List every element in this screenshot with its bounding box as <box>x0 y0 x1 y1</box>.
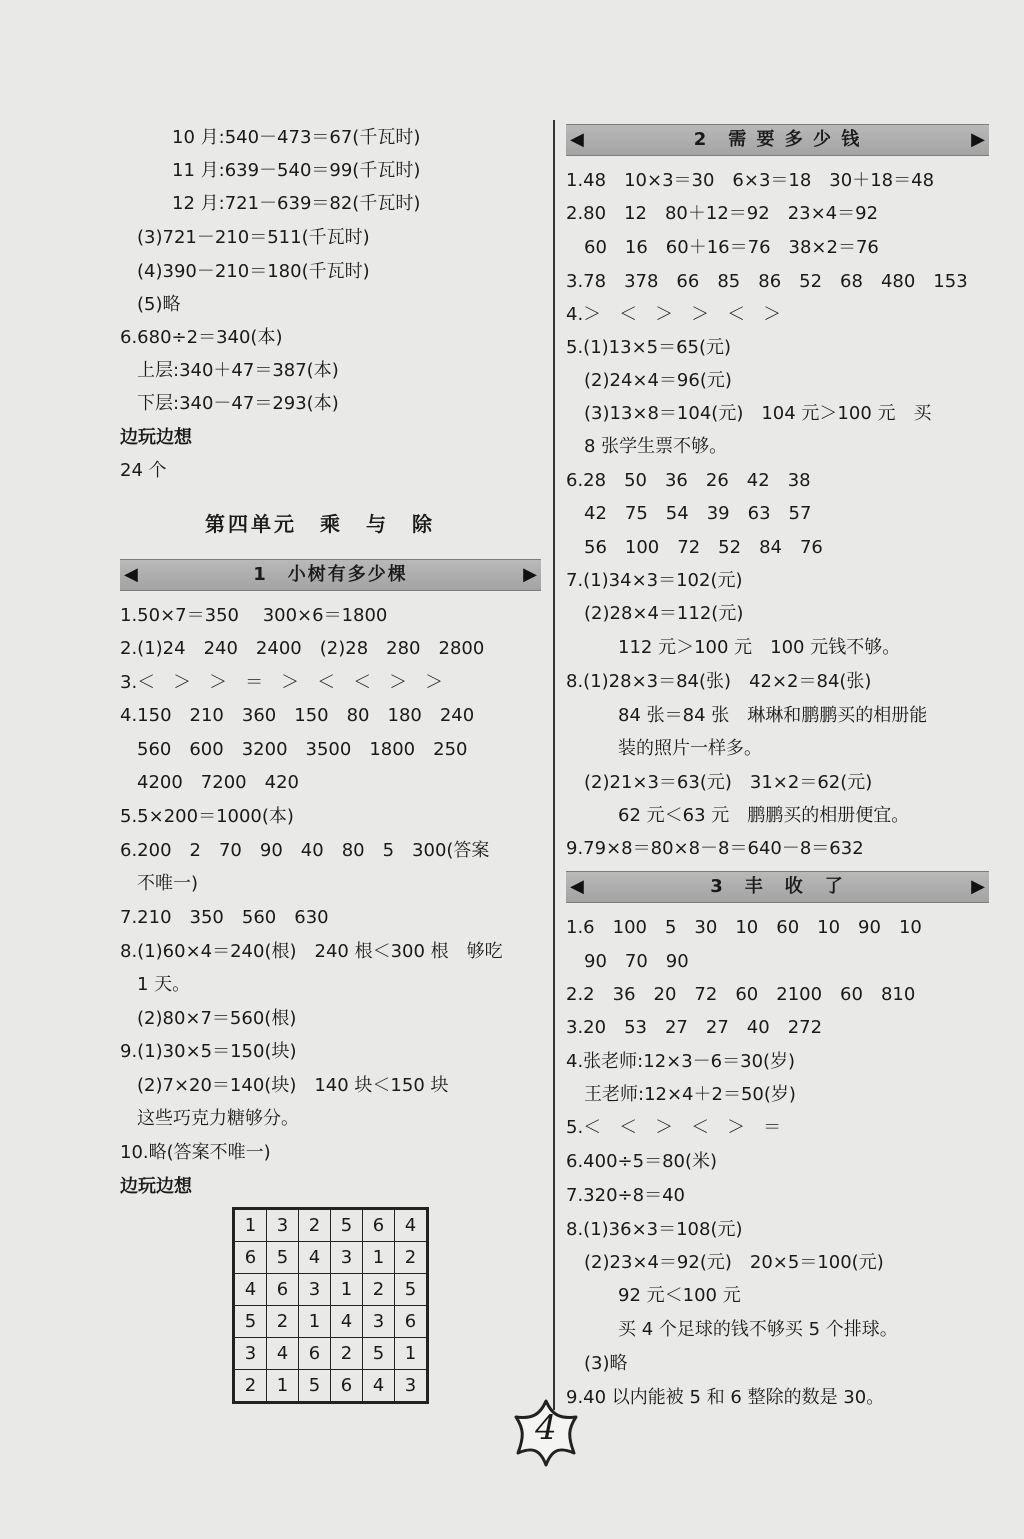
answer-line: 5.5×200＝1000(本) <box>120 806 294 827</box>
answer-line: (2)7×20＝140(块) 140 块＜150 块 <box>137 1075 449 1096</box>
unit-title: 第四单元 乘 与 除 <box>205 512 435 536</box>
grid-cell: 2 <box>395 1242 428 1274</box>
answer-line: (2)80×7＝560(根) <box>137 1008 297 1029</box>
answer-line: 7.210 350 560 630 <box>120 907 329 928</box>
grid-cell: 3 <box>395 1370 428 1403</box>
answer-line: 1 天。 <box>137 974 191 995</box>
answer-line: 6.400÷5＝80(米) <box>566 1151 718 1172</box>
answer-line: 1.50×7＝350 300×6＝1800 <box>120 605 388 626</box>
answer-line: 6.28 50 36 26 42 38 <box>566 470 811 491</box>
section-title: 2 需 要 多 少 钱 <box>693 129 862 150</box>
grid-cell: 5 <box>234 1306 267 1338</box>
answer-line: 装的照片一样多。 <box>618 738 762 759</box>
answer-line: 56 100 72 52 84 76 <box>584 537 823 558</box>
answer-line: 这些巧克力糖够分。 <box>137 1108 299 1129</box>
answer-line: (3)721－210＝511(千瓦时) <box>137 227 370 248</box>
section-title: 3 丰 收 了 <box>710 876 845 897</box>
answer-line: 上层:340＋47＝387(本) <box>137 360 339 381</box>
grid-cell: 6 <box>234 1242 267 1274</box>
grid-cell: 6 <box>395 1306 428 1338</box>
grid-cell: 3 <box>234 1338 267 1370</box>
grid-cell: 4 <box>395 1209 428 1242</box>
answer-line: 2.(1)24 240 2400 (2)28 280 2800 <box>120 638 485 659</box>
answer-line: 10.略(答案不唯一) <box>120 1142 271 1163</box>
answer-line: 8.(1)36×3＝108(元) <box>566 1219 743 1240</box>
grid-cell: 4 <box>234 1274 267 1306</box>
grid-cell: 6 <box>299 1338 331 1370</box>
answer-line: 4.张老师:12×3－6＝30(岁) <box>566 1051 796 1072</box>
answer-line: 560 600 3200 3500 1800 250 <box>137 739 468 760</box>
grid-cell: 5 <box>363 1338 395 1370</box>
grid-row <box>234 1370 428 1403</box>
grid-cell: 4 <box>331 1306 363 1338</box>
answer-line: (5)略 <box>137 294 181 315</box>
grid-cell: 4 <box>363 1370 395 1403</box>
answer-line: 王老师:12×4＋2＝50(岁) <box>584 1084 796 1105</box>
grid-cell: 5 <box>395 1274 428 1306</box>
answer-line: (2)23×4＝92(元) 20×5＝100(元) <box>584 1252 884 1273</box>
section-banner <box>566 871 989 903</box>
answer-line: 84 张＝84 张 琳琳和鹏鹏买的相册能 <box>618 705 928 726</box>
answer-line: 4.＞ ＜ ＞ ＞ ＜ ＞ <box>566 304 782 325</box>
answer-line: (4)390－210＝180(千瓦时) <box>137 261 370 282</box>
subheading: 边玩边想 <box>120 1176 192 1197</box>
answer-line: 8 张学生票不够。 <box>584 436 728 457</box>
right-triangle-icon: ▶ <box>971 876 985 897</box>
left-triangle-icon: ◀ <box>124 564 138 585</box>
grid-cell: 6 <box>331 1370 363 1403</box>
answer-line: 6.680÷2＝340(本) <box>120 327 283 348</box>
answer-line: 4200 7200 420 <box>137 772 299 793</box>
grid-cell: 2 <box>299 1209 331 1242</box>
answer-line: 3.20 53 27 27 40 272 <box>566 1017 823 1038</box>
grid-cell: 1 <box>363 1242 395 1274</box>
answer-line: 5.＜ ＜ ＞ ＜ ＞ ＝ <box>566 1117 782 1138</box>
subheading: 边玩边想 <box>120 427 192 448</box>
grid-cell: 1 <box>267 1370 299 1403</box>
answer-line: 42 75 54 39 63 57 <box>584 503 812 524</box>
answer-line: 11 月:639－540＝99(千瓦时) <box>172 160 421 181</box>
answer-line: 9.40 以内能被 5 和 6 整除的数是 30。 <box>566 1387 885 1408</box>
answer-line: 2.80 12 80＋12＝92 23×4＝92 <box>566 203 879 224</box>
grid-cell: 2 <box>363 1274 395 1306</box>
answer-line: (3)13×8＝104(元) 104 元＞100 元 买 <box>584 403 932 424</box>
answer-line: 92 元＜100 元 <box>618 1285 741 1306</box>
answer-line: 1.6 100 5 30 10 60 10 90 10 <box>566 917 922 938</box>
section-title: 1 小树有多少棵 <box>253 564 408 585</box>
answer-line: 3.＜ ＞ ＞ ＝ ＞ ＜ ＜ ＞ ＞ <box>120 672 444 693</box>
grid-cell: 6 <box>267 1274 299 1306</box>
answer-line: 7.(1)34×3＝102(元) <box>566 570 743 591</box>
answer-line: 2.2 36 20 72 60 2100 60 810 <box>566 984 916 1005</box>
answer-line: 8.(1)60×4＝240(根) 240 根＜300 根 够吃 <box>120 941 503 962</box>
grid-cell: 6 <box>363 1209 395 1242</box>
grid-row <box>234 1274 428 1306</box>
answer-line: 6.200 2 70 90 40 80 5 300(答案 <box>120 840 490 861</box>
grid-row <box>234 1338 428 1370</box>
answer-line: 下层:340－47＝293(本) <box>137 393 339 414</box>
grid-cell: 5 <box>299 1370 331 1403</box>
answer-line: 不唯一) <box>137 873 199 894</box>
answer-line: 7.320÷8＝40 <box>566 1185 685 1206</box>
section-banner <box>120 559 541 591</box>
right-triangle-icon: ▶ <box>971 129 985 150</box>
number-grid <box>232 1207 429 1404</box>
grid-cell: 1 <box>299 1306 331 1338</box>
page-number: 4 <box>535 1408 557 1448</box>
answer-line: 62 元＜63 元 鹏鹏买的相册便宜。 <box>618 805 910 826</box>
answer-line: 5.(1)13×5＝65(元) <box>566 337 732 358</box>
grid-cell: 1 <box>234 1209 267 1242</box>
answer-line: 9.(1)30×5＝150(块) <box>120 1041 297 1062</box>
grid-cell: 2 <box>267 1306 299 1338</box>
grid-cell: 3 <box>267 1209 299 1242</box>
grid-row <box>234 1306 428 1338</box>
answer-line: 买 4 个足球的钱不够买 5 个排球。 <box>618 1319 898 1340</box>
right-triangle-icon: ▶ <box>523 564 537 585</box>
answer-line: 10 月:540－473＝67(千瓦时) <box>172 127 421 148</box>
grid-row <box>234 1209 428 1242</box>
answer-line: 60 16 60＋16＝76 38×2＝76 <box>584 237 879 258</box>
answer-line: 12 月:721－639＝82(千瓦时) <box>172 193 421 214</box>
answer-line: 8.(1)28×3＝84(张) 42×2＝84(张) <box>566 671 872 692</box>
grid-cell: 3 <box>299 1274 331 1306</box>
left-triangle-icon: ◀ <box>570 876 584 897</box>
section-banner <box>566 124 989 156</box>
grid-cell: 1 <box>395 1338 428 1370</box>
grid-cell: 1 <box>331 1274 363 1306</box>
grid-cell: 4 <box>299 1242 331 1274</box>
answer-line: (3)略 <box>584 1353 628 1374</box>
grid-cell: 4 <box>267 1338 299 1370</box>
answer-line: 1.48 10×3＝30 6×3＝18 30＋18＝48 <box>566 170 935 191</box>
answer-line: 9.79×8＝80×8－8＝640－8＝632 <box>566 838 864 859</box>
column-divider <box>553 120 555 1410</box>
grid-row <box>234 1242 428 1274</box>
grid-cell: 2 <box>234 1370 267 1403</box>
answer-line: 90 70 90 <box>584 951 689 972</box>
left-triangle-icon: ◀ <box>570 129 584 150</box>
grid-cell: 3 <box>363 1306 395 1338</box>
grid-cell: 5 <box>267 1242 299 1274</box>
grid-cell: 2 <box>331 1338 363 1370</box>
grid-cell: 3 <box>331 1242 363 1274</box>
answer-line: (2)24×4＝96(元) <box>584 370 732 391</box>
answer-line: 4.150 210 360 150 80 180 240 <box>120 705 475 726</box>
answer-line: 3.78 378 66 85 86 52 68 480 153 <box>566 271 968 292</box>
answer-line: (2)28×4＝112(元) <box>584 603 744 624</box>
answer-line: 24 个 <box>120 460 167 481</box>
grid-cell: 5 <box>331 1209 363 1242</box>
answer-line: (2)21×3＝63(元) 31×2＝62(元) <box>584 772 873 793</box>
answer-line: 112 元＞100 元 100 元钱不够。 <box>618 637 901 658</box>
